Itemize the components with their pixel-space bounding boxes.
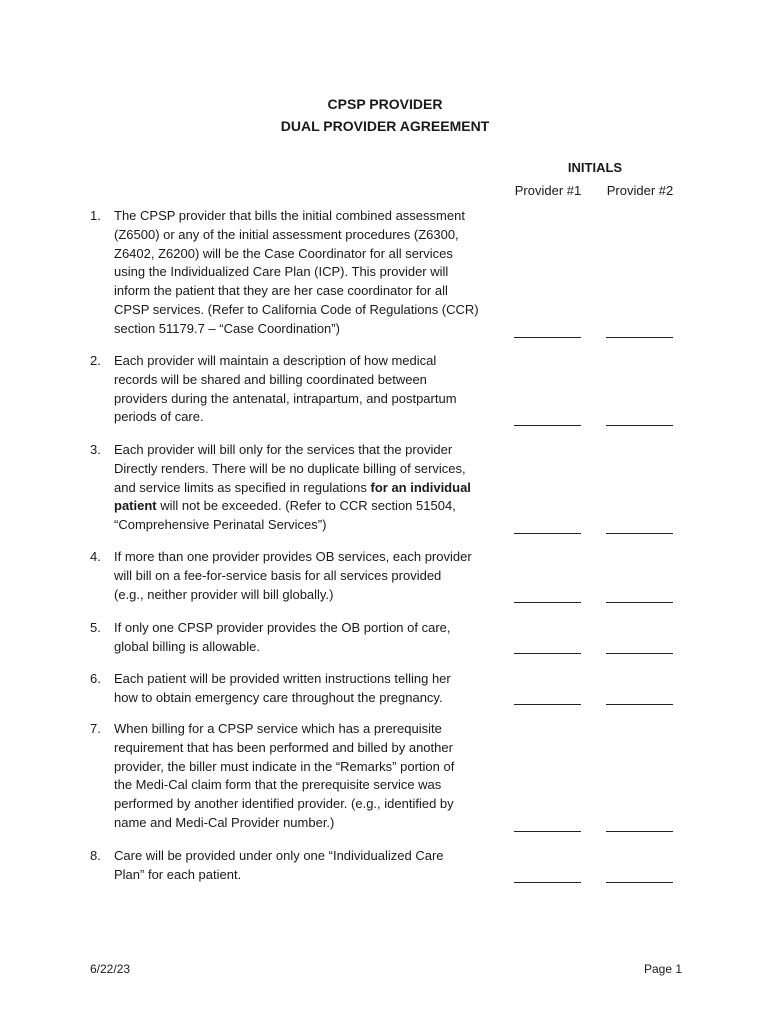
item-text: If only one CPSP provider provides the OB portion of care, global billing is allowable. [114, 620, 451, 654]
footer-date: 6/22/23 [90, 962, 131, 976]
item-text-part: Each provider will bill only for the services that the provider Directly renders. There will be no duplicate billing of services, and service limits as specified in regulations [114, 442, 466, 495]
agreement-item-8 [90, 847, 500, 885]
initial-line-provider2-item4[interactable] [606, 602, 673, 603]
agreement-item-2 [90, 352, 500, 427]
initial-line-provider1-item4[interactable] [514, 602, 581, 603]
item-text: When billing for a CPSP service which has a prerequisite requirement that has been performed and billed by another provider, the biller must indicate in the “Remarks” portion of the Medi-Cal claim form that the prerequisite service was performed by another identified provider. (e.g., identified by name and Medi-Cal Provider number.) [114, 721, 455, 830]
initial-line-provider1-item7[interactable] [514, 831, 581, 832]
item-number: 2. [90, 353, 101, 368]
agreement-item-3 [90, 441, 500, 535]
initial-line-provider2-item2[interactable] [606, 425, 673, 426]
item-text: If more than one provider provides OB services, each provider will bill on a fee-for-service basis for all services provided (e.g., neither provider will bill globally.) [114, 549, 472, 602]
agreement-item-7 [90, 720, 500, 833]
item-text: Care will be provided under only one “Individualized Care Plan” for each patient. [114, 848, 444, 882]
item-text: Each patient will be provided written instructions telling her how to obtain emergency care throughout the pregnancy. [114, 671, 451, 705]
initials-heading: INITIALS [567, 160, 623, 175]
footer-page-number: Page 1 [644, 962, 683, 976]
initial-line-provider2-item5[interactable] [606, 653, 673, 654]
item-number: 1. [90, 208, 101, 223]
item-number: 8. [90, 848, 101, 863]
initial-line-provider1-item8[interactable] [514, 882, 581, 883]
item-text: Each provider will maintain a description of how medical records will be shared and billing coordinated between providers during the antenatal, intrapartum, and postpartum periods of care. [114, 353, 457, 425]
initial-line-provider1-item5[interactable] [514, 653, 581, 654]
item-text-bold: for an individual patient [114, 479, 471, 514]
provider2-heading: Provider #2 [606, 183, 674, 198]
initial-line-provider1-item2[interactable] [514, 425, 581, 426]
initial-line-provider2-item8[interactable] [606, 882, 673, 883]
initial-line-provider1-item3[interactable] [514, 533, 581, 534]
item-number: 6. [90, 671, 101, 686]
item-number: 7. [90, 721, 101, 736]
initial-line-provider1-item6[interactable] [514, 704, 581, 705]
agreement-item-6 [90, 670, 500, 708]
item-text-part: will not be exceeded. (Refer to CCR section 51504, “Comprehensive Perinatal Services”) [114, 498, 456, 533]
provider1-heading: Provider #1 [514, 183, 582, 198]
document-title-line2: DUAL PROVIDER AGREEMENT [280, 118, 490, 134]
agreement-item-4 [90, 548, 500, 604]
agreement-item-1 [90, 207, 500, 339]
item-text [114, 441, 500, 535]
initial-line-provider2-item3[interactable] [606, 533, 673, 534]
initial-line-provider2-item7[interactable] [606, 831, 673, 832]
agreement-item-5 [90, 619, 500, 657]
item-number: 5. [90, 620, 101, 635]
initial-line-provider2-item1[interactable] [606, 337, 673, 338]
item-number: 4. [90, 549, 101, 564]
initial-line-provider2-item6[interactable] [606, 704, 673, 705]
initial-line-provider1-item1[interactable] [514, 337, 581, 338]
item-text: The CPSP provider that bills the initial combined assessment (Z6500) or any of the initial assessment procedures (Z6300, Z6402, Z6200) will be the Case Coordinator for all services using the Individualized Care Plan (ICP). This provider will inform the patient that they are her case coordinator for all CPSP services. (Refer to California Code of Regulations (CCR) section 51179.7 – “Case Coordination”) [114, 208, 479, 336]
item-number: 3. [90, 442, 101, 457]
document-title-line1: CPSP PROVIDER [327, 96, 443, 112]
